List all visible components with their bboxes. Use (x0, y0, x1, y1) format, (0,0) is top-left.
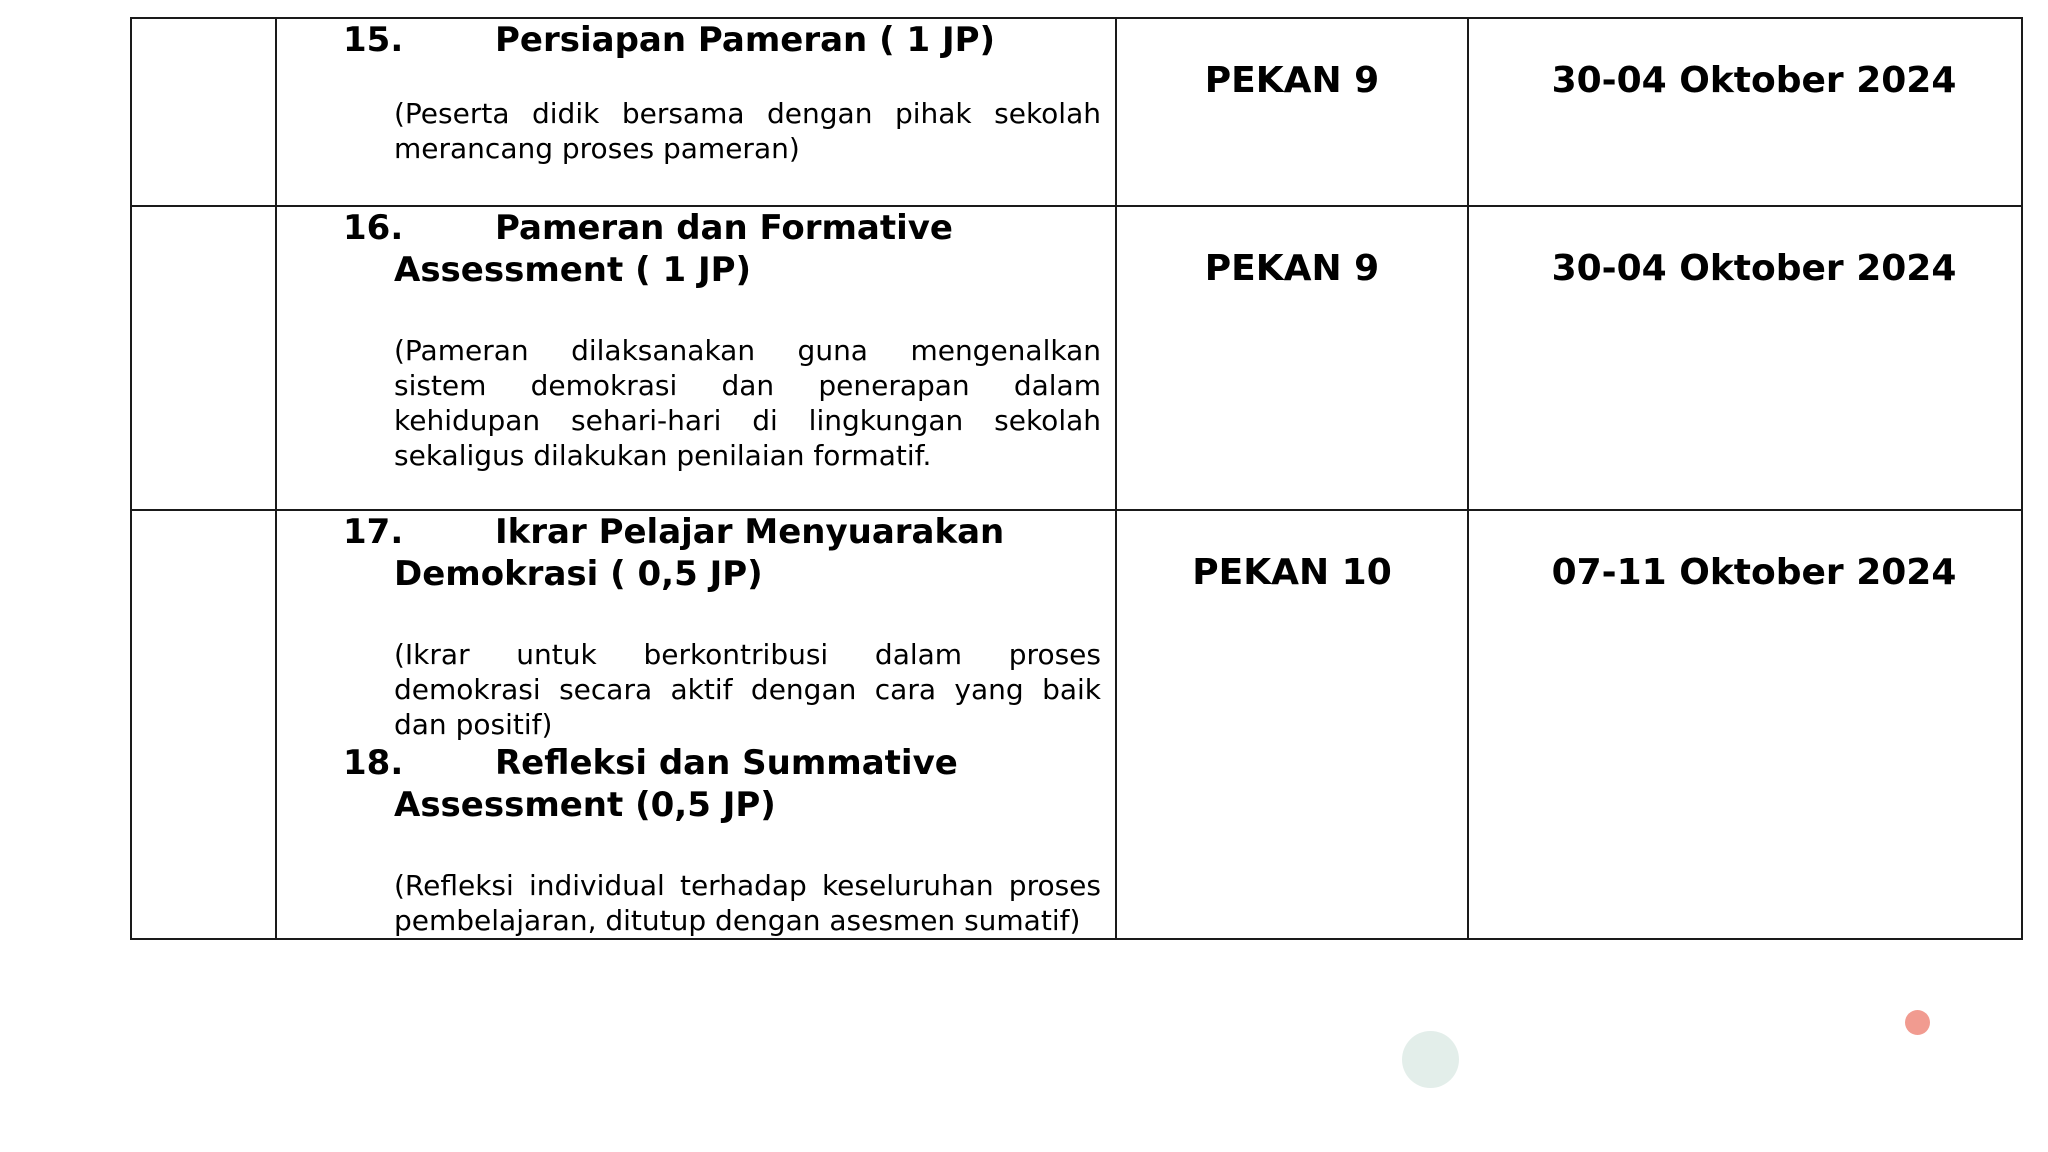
decorative-dot-green (1402, 1031, 1459, 1088)
activity-description: (Pameran dilaksanakan guna mengenalkan sistem demokrasi dan penerapan dalam kehidupan sehari-hari di lingkungan sekolah sekaligus dilakukan penilaian formatif. (394, 334, 1101, 472)
activity-title-continued: Demokrasi ( 0,5 JP) (394, 554, 763, 594)
empty-cell (131, 206, 276, 510)
activity-title: Refleksi dan Summative (495, 743, 958, 783)
activity-cell (276, 18, 1116, 206)
activity-description: (Refleksi individual terhadap keseluruhan proses pembelajaran, ditutup dengan asesmen sumatif) (394, 869, 1101, 937)
date-cell: 07-11 Oktober 2024 (1468, 510, 2022, 939)
activity-title: Persiapan Pameran ( 1 JP) (495, 20, 996, 60)
week-cell: PEKAN 9 (1116, 206, 1468, 510)
activity-heading (343, 207, 1101, 291)
empty-cell (131, 510, 276, 939)
activity-cell (276, 510, 1116, 939)
activity-number: 17. (343, 512, 404, 552)
week-cell: PEKAN 10 (1116, 510, 1468, 939)
activity-item (277, 19, 1101, 166)
activity-heading (343, 742, 1101, 826)
table-row (131, 206, 2022, 510)
activity-title-continued: Assessment ( 1 JP) (394, 250, 752, 290)
schedule-table (130, 17, 2023, 940)
activity-description: (Ikrar untuk berkontribusi dalam proses demokrasi secara aktif dengan cara yang baik dan positif) (394, 638, 1101, 741)
activity-title-continued: Assessment (0,5 JP) (394, 785, 776, 825)
activity-title: Pameran dan Formative (495, 208, 953, 248)
table-row (131, 18, 2022, 206)
activity-number: 15. (343, 20, 404, 60)
activity-number: 16. (343, 208, 404, 248)
activity-cell (276, 206, 1116, 510)
activity-item (277, 742, 1101, 938)
activity-heading (343, 511, 1101, 595)
activity-description: (Peserta didik bersama dengan pihak sekolah merancang proses pameran) (394, 97, 1101, 165)
activity-number: 18. (343, 743, 404, 783)
activity-heading (343, 19, 1101, 61)
date-cell: 30-04 Oktober 2024 (1468, 206, 2022, 510)
empty-cell (131, 18, 276, 206)
activity-title: Ikrar Pelajar Menyuarakan (495, 512, 1005, 552)
decorative-dot-red (1905, 1010, 1930, 1035)
week-cell: PEKAN 9 (1116, 18, 1468, 206)
activity-item (277, 511, 1101, 742)
activity-item (277, 207, 1101, 473)
table-row (131, 510, 2022, 939)
date-cell: 30-04 Oktober 2024 (1468, 18, 2022, 206)
